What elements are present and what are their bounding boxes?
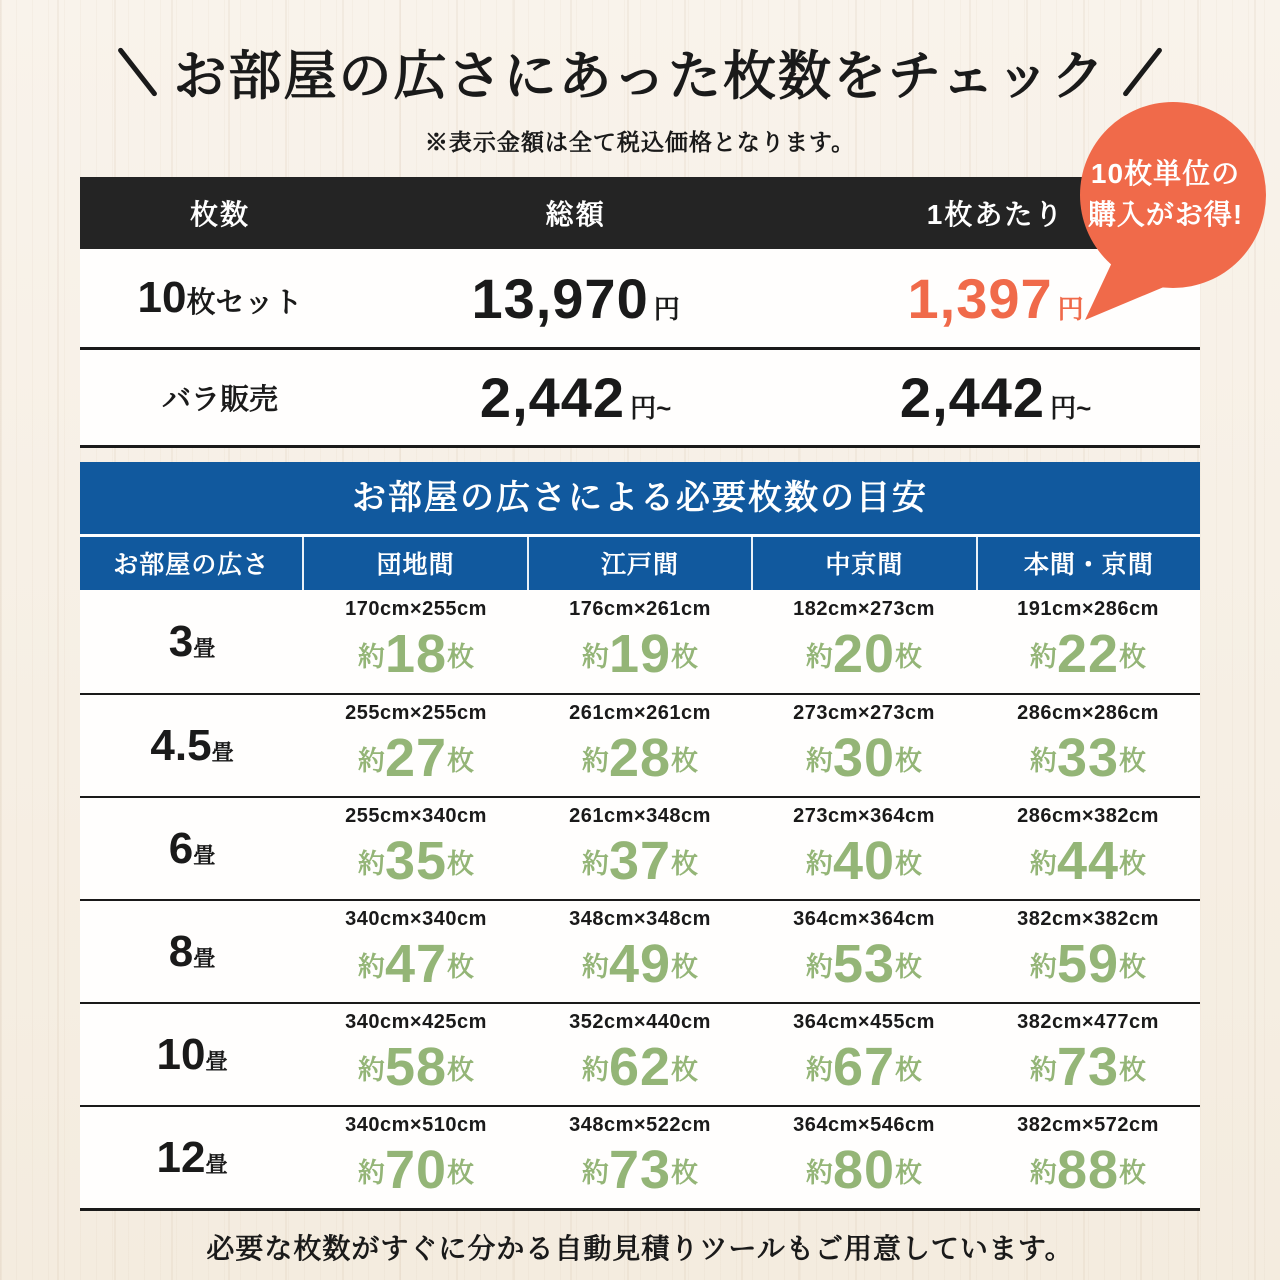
count-approx-prefix: 約 [581, 849, 609, 879]
cell-dimensions: 255cm×340cm [345, 805, 487, 827]
count-approx-prefix: 約 [1029, 849, 1057, 879]
room-size-unit: 畳 [193, 945, 216, 971]
cell-count-line [752, 1036, 976, 1098]
count-value: 33 [1056, 728, 1120, 788]
footer-note: 必要な枚数がすぐに分かる自動見積りツールもご用意しています。 [206, 1233, 1074, 1264]
count-value: 70 [384, 1140, 448, 1200]
count-value: 22 [1056, 624, 1120, 684]
cell-dimensions: 255cm×255cm [345, 702, 487, 724]
cell-count-line [528, 623, 752, 685]
cell-dimensions: 273cm×273cm [793, 702, 935, 724]
cell-count-line [304, 1036, 528, 1098]
cell-count-line [528, 727, 752, 789]
count-approx-prefix: 約 [805, 642, 833, 672]
price-total-value: 2,442 [479, 366, 626, 429]
count-unit: 枚 [895, 642, 923, 672]
cell-dimensions: 286cm×382cm [1017, 805, 1159, 827]
cell-count-line [752, 623, 976, 685]
count-value: 44 [1056, 831, 1120, 891]
price-per-unit: 円 [1057, 293, 1084, 324]
cell-count-line [752, 933, 976, 995]
guide-cell [528, 805, 752, 892]
badge-line2: 購入がお得! [1087, 198, 1244, 230]
cell-dimensions: 340cm×510cm [345, 1114, 487, 1136]
cell-dimensions: 382cm×572cm [1017, 1114, 1159, 1136]
room-size-unit: 畳 [211, 739, 234, 765]
count-approx-prefix: 約 [581, 642, 609, 672]
room-size-number: 12 [156, 1132, 206, 1182]
guide-row [80, 1002, 1200, 1105]
cell-count-line [976, 727, 1200, 789]
guide-cell [976, 598, 1200, 685]
room-size-unit: 畳 [205, 1151, 228, 1177]
count-value: 67 [832, 1037, 896, 1097]
count-unit: 枚 [447, 1055, 475, 1085]
guide-cell [528, 598, 752, 685]
count-approx-prefix: 約 [581, 746, 609, 776]
count-unit: 枚 [447, 952, 475, 982]
cell-count-line [528, 830, 752, 892]
cell-count-line [304, 933, 528, 995]
guide-row [80, 590, 1200, 693]
tax-note: ※表示金額は全て税込価格となります。 [424, 129, 856, 155]
count-approx-prefix: 約 [1029, 1055, 1057, 1085]
count-value: 30 [832, 728, 896, 788]
cell-count-line [304, 1139, 528, 1201]
price-table-header [80, 177, 1200, 249]
guide-cell-room-size [80, 824, 304, 874]
count-approx-prefix: 約 [581, 952, 609, 982]
price-table [80, 177, 1200, 448]
cell-count-line [528, 1139, 752, 1201]
count-unit: 枚 [671, 642, 699, 672]
guide-cell [976, 805, 1200, 892]
price-total-unit: 円~ [630, 393, 672, 423]
guide-cell [976, 1114, 1200, 1201]
cell-dimensions: 340cm×340cm [345, 908, 487, 930]
count-unit: 枚 [1119, 1158, 1147, 1188]
guide-cell [752, 598, 976, 685]
guide-table [80, 462, 1200, 1211]
guide-header-honma-kyoma: 本間・京間 [976, 537, 1200, 590]
count-unit: 枚 [1119, 849, 1147, 879]
cell-count-line [304, 623, 528, 685]
price-per-unit: 円~ [1050, 393, 1092, 423]
count-approx-prefix: 約 [805, 1055, 833, 1085]
count-approx-prefix: 約 [357, 849, 385, 879]
title-row [0, 0, 1280, 110]
count-value: 80 [832, 1140, 896, 1200]
price-cell-total [360, 266, 791, 331]
count-value: 58 [384, 1037, 448, 1097]
count-unit: 枚 [895, 746, 923, 776]
count-value: 35 [384, 831, 448, 891]
cell-count-line [528, 933, 752, 995]
cell-dimensions: 170cm×255cm [345, 598, 487, 620]
price-per-value: 1,397 [907, 266, 1053, 330]
price-quantity-label: 枚セット [186, 287, 303, 319]
count-approx-prefix: 約 [581, 1158, 609, 1188]
price-row [80, 249, 1200, 347]
count-value: 62 [608, 1037, 672, 1097]
count-unit: 枚 [447, 746, 475, 776]
count-unit: 枚 [447, 849, 475, 879]
count-unit: 枚 [447, 1158, 475, 1188]
cell-count-line [528, 1036, 752, 1098]
guide-cell-room-size [80, 927, 304, 977]
guide-cell-room-size [80, 617, 304, 667]
guide-cell [528, 1114, 752, 1201]
bulk-discount-badge [1063, 98, 1268, 333]
guide-header-edoma: 江戸間 [527, 537, 751, 590]
count-value: 20 [832, 624, 896, 684]
cell-count-line [304, 727, 528, 789]
price-total-unit: 円 [653, 293, 680, 324]
cell-count-line [976, 1139, 1200, 1201]
badge-text [1063, 154, 1268, 235]
cell-dimensions: 364cm×364cm [793, 908, 935, 930]
price-per-value: 2,442 [899, 366, 1046, 429]
guide-cell [752, 1011, 976, 1098]
guide-cell [304, 1114, 528, 1201]
count-unit: 枚 [1119, 1055, 1147, 1085]
count-unit: 枚 [1119, 746, 1147, 776]
price-header-quantity: 枚数 [189, 199, 250, 230]
room-size-number: 3 [168, 616, 194, 666]
count-approx-prefix: 約 [357, 1158, 385, 1188]
count-unit: 枚 [447, 642, 475, 672]
count-unit: 枚 [895, 1055, 923, 1085]
guide-row [80, 693, 1200, 796]
room-size-number: 10 [156, 1029, 206, 1079]
count-unit: 枚 [895, 952, 923, 982]
guide-cell [752, 1114, 976, 1201]
count-approx-prefix: 約 [805, 849, 833, 879]
room-size-number: 4.5 [150, 720, 212, 770]
count-value: 28 [608, 728, 672, 788]
count-approx-prefix: 約 [357, 642, 385, 672]
cell-dimensions: 273cm×364cm [793, 805, 935, 827]
guide-row [80, 796, 1200, 899]
count-value: 18 [384, 624, 448, 684]
badge-line1: 10枚単位の [1090, 158, 1241, 189]
price-cell-per-sheet [791, 365, 1200, 430]
decorative-slash-icon [1122, 47, 1163, 97]
count-value: 37 [608, 831, 672, 891]
count-approx-prefix: 約 [357, 952, 385, 982]
count-value: 73 [608, 1140, 672, 1200]
count-value: 40 [832, 831, 896, 891]
count-unit: 枚 [671, 1055, 699, 1085]
count-unit: 枚 [671, 1158, 699, 1188]
cell-count-line [752, 1139, 976, 1201]
page-title: お部屋の広さにあった枚数をチェック [173, 47, 1107, 106]
guide-table-body [80, 590, 1200, 1208]
cell-count-line [976, 830, 1200, 892]
room-size-unit: 畳 [193, 635, 216, 661]
guide-cell [528, 1011, 752, 1098]
guide-cell [528, 702, 752, 789]
cell-dimensions: 382cm×477cm [1017, 1011, 1159, 1033]
count-value: 88 [1056, 1140, 1120, 1200]
count-approx-prefix: 約 [581, 1055, 609, 1085]
cell-dimensions: 340cm×425cm [345, 1011, 487, 1033]
guide-cell [304, 598, 528, 685]
guide-cell [976, 702, 1200, 789]
price-row [80, 347, 1200, 445]
guide-cell [304, 702, 528, 789]
count-value: 27 [384, 728, 448, 788]
price-cell-total [360, 365, 791, 430]
count-value: 49 [608, 934, 672, 994]
room-size-number: 6 [168, 823, 194, 873]
count-unit: 枚 [895, 1158, 923, 1188]
count-value: 73 [1056, 1037, 1120, 1097]
guide-cell [304, 1011, 528, 1098]
cell-dimensions: 182cm×273cm [793, 598, 935, 620]
count-approx-prefix: 約 [1029, 746, 1057, 776]
count-value: 19 [608, 624, 672, 684]
cell-dimensions: 382cm×382cm [1017, 908, 1159, 930]
guide-cell [752, 805, 976, 892]
price-table-body [80, 249, 1200, 445]
count-approx-prefix: 約 [805, 746, 833, 776]
guide-cell [304, 805, 528, 892]
price-cell-quantity [80, 273, 360, 323]
cell-count-line [976, 933, 1200, 995]
cell-count-line [752, 830, 976, 892]
room-size-unit: 畳 [205, 1048, 228, 1074]
cell-dimensions: 348cm×522cm [569, 1114, 711, 1136]
guide-cell-room-size [80, 721, 304, 771]
count-unit: 枚 [671, 849, 699, 879]
cell-dimensions: 352cm×440cm [569, 1011, 711, 1033]
price-total-value: 13,970 [471, 266, 649, 330]
guide-cell [528, 908, 752, 995]
guide-cell [752, 702, 976, 789]
price-quantity-label: バラ販売 [161, 384, 278, 416]
count-approx-prefix: 約 [805, 952, 833, 982]
guide-table-header [80, 534, 1200, 590]
count-approx-prefix: 約 [357, 746, 385, 776]
count-value: 53 [832, 934, 896, 994]
cell-count-line [752, 727, 976, 789]
guide-header-room-size: お部屋の広さ [113, 551, 270, 579]
guide-row [80, 899, 1200, 1002]
cell-dimensions: 191cm×286cm [1017, 598, 1159, 620]
guide-table-title: お部屋の広さによる必要枚数の目安 [80, 462, 1200, 534]
cell-dimensions: 348cm×348cm [569, 908, 711, 930]
cell-dimensions: 364cm×455cm [793, 1011, 935, 1033]
count-approx-prefix: 約 [357, 1055, 385, 1085]
count-approx-prefix: 約 [1029, 1158, 1057, 1188]
price-cell-quantity [80, 377, 360, 418]
guide-header-danchima: 団地間 [302, 537, 526, 590]
cell-count-line [304, 830, 528, 892]
count-unit: 枚 [1119, 642, 1147, 672]
room-size-unit: 畳 [193, 842, 216, 868]
count-approx-prefix: 約 [805, 1158, 833, 1188]
guide-cell [976, 1011, 1200, 1098]
guide-header-chukyoma: 中京間 [751, 537, 975, 590]
count-value: 47 [384, 934, 448, 994]
price-header-total: 総額 [545, 199, 606, 230]
cell-dimensions: 364cm×546cm [793, 1114, 935, 1136]
count-unit: 枚 [671, 952, 699, 982]
guide-row [80, 1105, 1200, 1208]
guide-cell-room-size [80, 1030, 304, 1080]
cell-dimensions: 261cm×348cm [569, 805, 711, 827]
cell-dimensions: 261cm×261cm [569, 702, 711, 724]
cell-count-line [976, 1036, 1200, 1098]
decorative-backslash-icon [117, 47, 158, 97]
count-unit: 枚 [671, 746, 699, 776]
cell-dimensions: 176cm×261cm [569, 598, 711, 620]
count-unit: 枚 [895, 849, 923, 879]
cell-count-line [976, 623, 1200, 685]
count-value: 59 [1056, 934, 1120, 994]
count-unit: 枚 [1119, 952, 1147, 982]
room-size-number: 8 [168, 926, 194, 976]
guide-cell [976, 908, 1200, 995]
price-header-per-sheet: 1枚あたり [926, 199, 1065, 230]
guide-cell [752, 908, 976, 995]
count-approx-prefix: 約 [1029, 642, 1057, 672]
guide-cell [304, 908, 528, 995]
cell-dimensions: 286cm×286cm [1017, 702, 1159, 724]
price-quantity-number: 10 [137, 273, 187, 322]
count-approx-prefix: 約 [1029, 952, 1057, 982]
guide-cell-room-size [80, 1133, 304, 1183]
